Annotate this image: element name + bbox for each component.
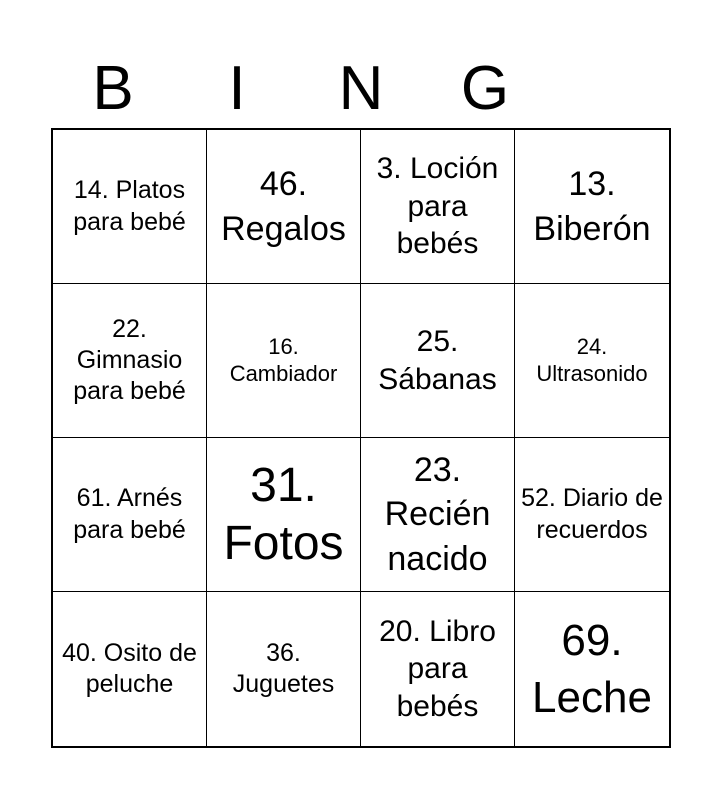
cell-label: 16. Cambiador xyxy=(229,334,338,386)
bingo-cell[interactable] xyxy=(515,284,669,438)
bingo-grid xyxy=(51,128,671,748)
bingo-cell[interactable] xyxy=(361,438,515,592)
bingo-cell[interactable] xyxy=(207,592,361,746)
bingo-cell[interactable] xyxy=(361,592,515,746)
header-letter-g: G xyxy=(460,54,510,123)
header-letter-n: N xyxy=(338,54,384,123)
bingo-cell[interactable] xyxy=(207,130,361,284)
cell-label: 25. Sábanas xyxy=(378,325,497,396)
bingo-cell[interactable] xyxy=(361,130,515,284)
cell-label: 14. Platos para bebé xyxy=(73,176,186,236)
cell-label: 13. Biberón xyxy=(533,165,651,248)
header-letter-i: I xyxy=(228,54,246,123)
bingo-cell[interactable] xyxy=(53,284,207,438)
bingo-cell[interactable] xyxy=(515,438,669,592)
bingo-cell[interactable] xyxy=(515,592,669,746)
bingo-cell[interactable] xyxy=(53,592,207,746)
bingo-cell[interactable] xyxy=(207,438,361,592)
cell-label: 23. Recién nacido xyxy=(384,451,491,578)
cell-label: 69. Leche xyxy=(532,615,652,722)
bingo-cell[interactable] xyxy=(515,130,669,284)
bingo-header xyxy=(51,50,671,128)
bingo-cell[interactable] xyxy=(53,438,207,592)
cell-label: 61. Arnés para bebé xyxy=(73,484,186,544)
cell-label: 40. Osito de peluche xyxy=(62,638,197,698)
cell-label: 52. Diario de recuerdos xyxy=(521,484,663,544)
cell-label: 24. Ultrasonido xyxy=(536,334,648,386)
cell-label: 36. Juguetes xyxy=(232,638,335,698)
header-letter-b: B xyxy=(92,54,134,123)
bingo-cell[interactable] xyxy=(53,130,207,284)
cell-label: 46. Regalos xyxy=(221,165,346,248)
cell-label: 20. Libro para bebés xyxy=(379,614,496,723)
cell-label: 22. Gimnasio para bebé xyxy=(73,314,186,406)
cell-label: 31. Fotos xyxy=(223,458,344,570)
bingo-cell[interactable] xyxy=(361,284,515,438)
bingo-cell[interactable] xyxy=(207,284,361,438)
cell-label: 3. Loción para bebés xyxy=(376,152,499,261)
